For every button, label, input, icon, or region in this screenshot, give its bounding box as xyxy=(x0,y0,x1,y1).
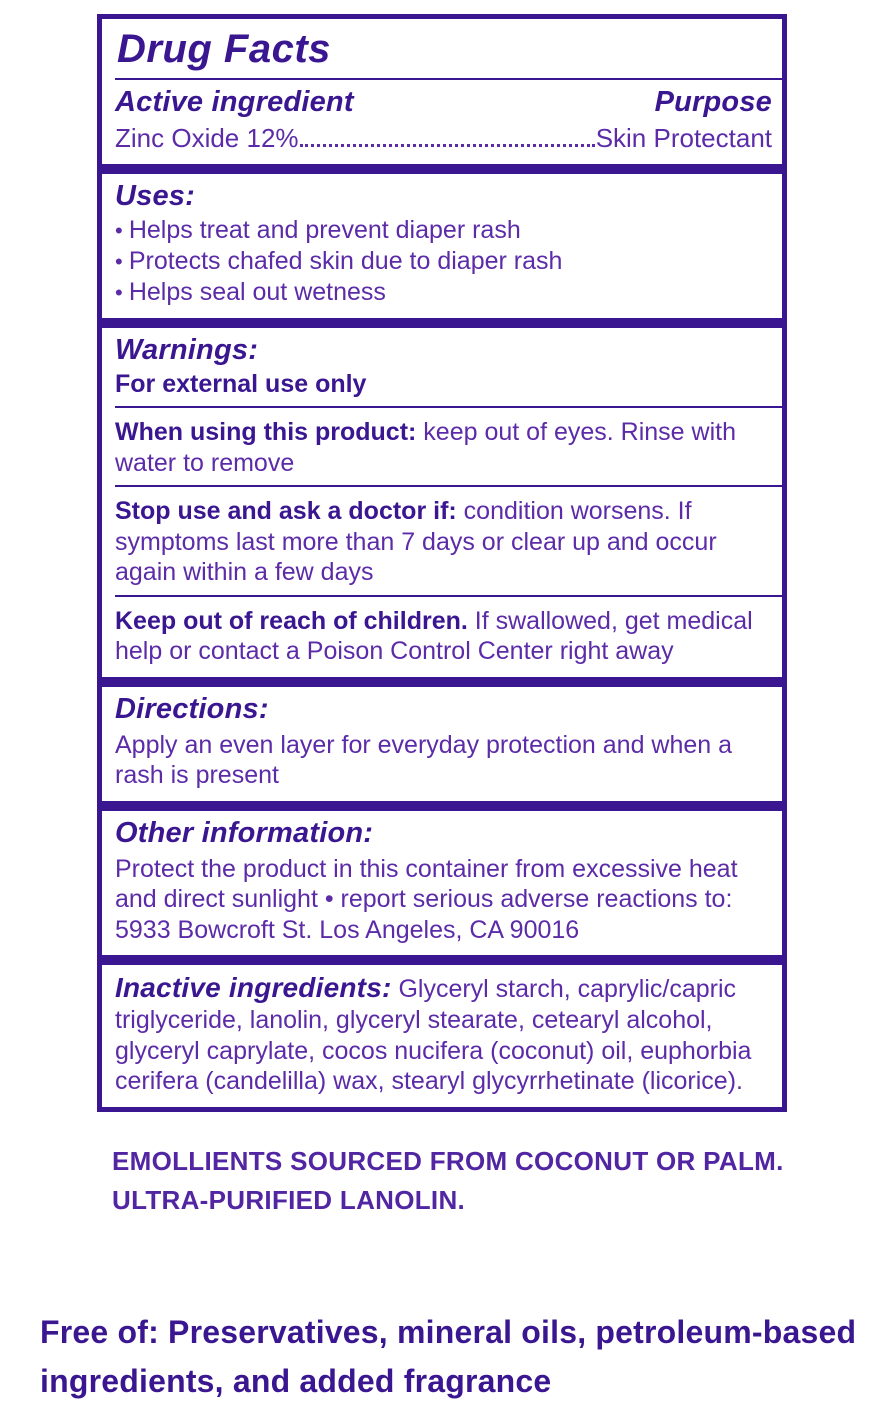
other-information-text: Protect the product in this container from excessive heat and direct sunlight • report serious adverse reactions to: 5933 Bowcroft St. Los Angeles, CA 90016 xyxy=(115,854,738,944)
stop-use-lead: Stop use and ask a doctor if: xyxy=(115,497,457,525)
active-ingredient-row xyxy=(115,123,772,154)
when-using-text: keep out of eyes. Rinse with water to remove xyxy=(115,418,736,477)
active-ingredient-heading: Active ingredient xyxy=(115,86,354,118)
warnings-heading: Warnings: xyxy=(115,334,259,366)
uses-item: • Protects chafed skin due to diaper rash xyxy=(115,246,772,277)
keep-out-text: If swallowed, get medical help or contact a Poison Control Center right away xyxy=(115,606,753,665)
section-other-information xyxy=(97,806,787,961)
free-of-statement: Free of: Preservatives, mineral oils, petroleum-based ingredients, and added fragrance xyxy=(40,1313,857,1400)
stop-use-paragraph xyxy=(115,496,772,588)
when-using-lead: When using this product: xyxy=(115,418,417,446)
drug-facts-title: Drug Facts xyxy=(117,27,331,71)
section-directions xyxy=(97,682,787,806)
active-ingredient-purpose: Skin Protectant xyxy=(595,123,772,153)
section-header xyxy=(97,14,787,169)
stop-use-text: condition worsens. If symptoms last more than 7 days or clear up and occur again within a few days xyxy=(115,497,717,586)
uses-list xyxy=(115,215,772,308)
warnings-divider xyxy=(115,595,782,597)
keep-out-paragraph xyxy=(115,606,772,667)
active-ingredient-name: Zinc Oxide 12% xyxy=(115,123,299,153)
inactive-ingredients-text: Glyceryl starch, caprylic/capric triglyceride, lanolin, glyceryl stearate, cetearyl alcohol, glyceryl caprylate, cocos nucifera (coconut) oil, euphorbia cerifera (candelilla) wax, stearyl glycyrrhetinate (licorice). xyxy=(115,975,752,1096)
directions-text: Apply an even layer for everyday protection and when a rash is present xyxy=(115,730,733,789)
keep-out-lead: Keep out of reach of children. xyxy=(115,606,468,635)
purpose-heading: Purpose xyxy=(654,86,772,118)
uses-item: • Helps seal out wetness xyxy=(115,277,772,308)
warnings-divider xyxy=(115,485,782,487)
section-uses xyxy=(97,169,787,323)
drug-facts-label xyxy=(97,14,787,1112)
inactive-ingredients-heading: Inactive ingredients: xyxy=(115,972,392,1003)
warnings-divider xyxy=(115,406,782,408)
inactive-ingredients-paragraph xyxy=(115,971,772,1097)
when-using-paragraph xyxy=(115,417,772,478)
section-warnings xyxy=(97,323,787,682)
external-use-statement: For external use only xyxy=(115,370,367,398)
emollients-line-2: ULTRA-PURIFIED LANOLIN. xyxy=(112,1184,466,1215)
other-information-heading: Other information: xyxy=(115,816,374,849)
dotted-leader xyxy=(300,144,595,147)
uses-heading: Uses: xyxy=(115,180,195,212)
header-divider xyxy=(115,78,782,80)
section-inactive-ingredients xyxy=(97,960,787,1112)
active-ingredient-header-row xyxy=(115,86,772,119)
emollients-line-1: EMOLLIENTS SOURCED FROM COCONUT OR PALM. xyxy=(112,1145,784,1176)
emollients-note xyxy=(112,1142,886,1220)
uses-item: • Helps treat and prevent diaper rash xyxy=(115,215,772,246)
directions-heading: Directions: xyxy=(115,692,269,725)
